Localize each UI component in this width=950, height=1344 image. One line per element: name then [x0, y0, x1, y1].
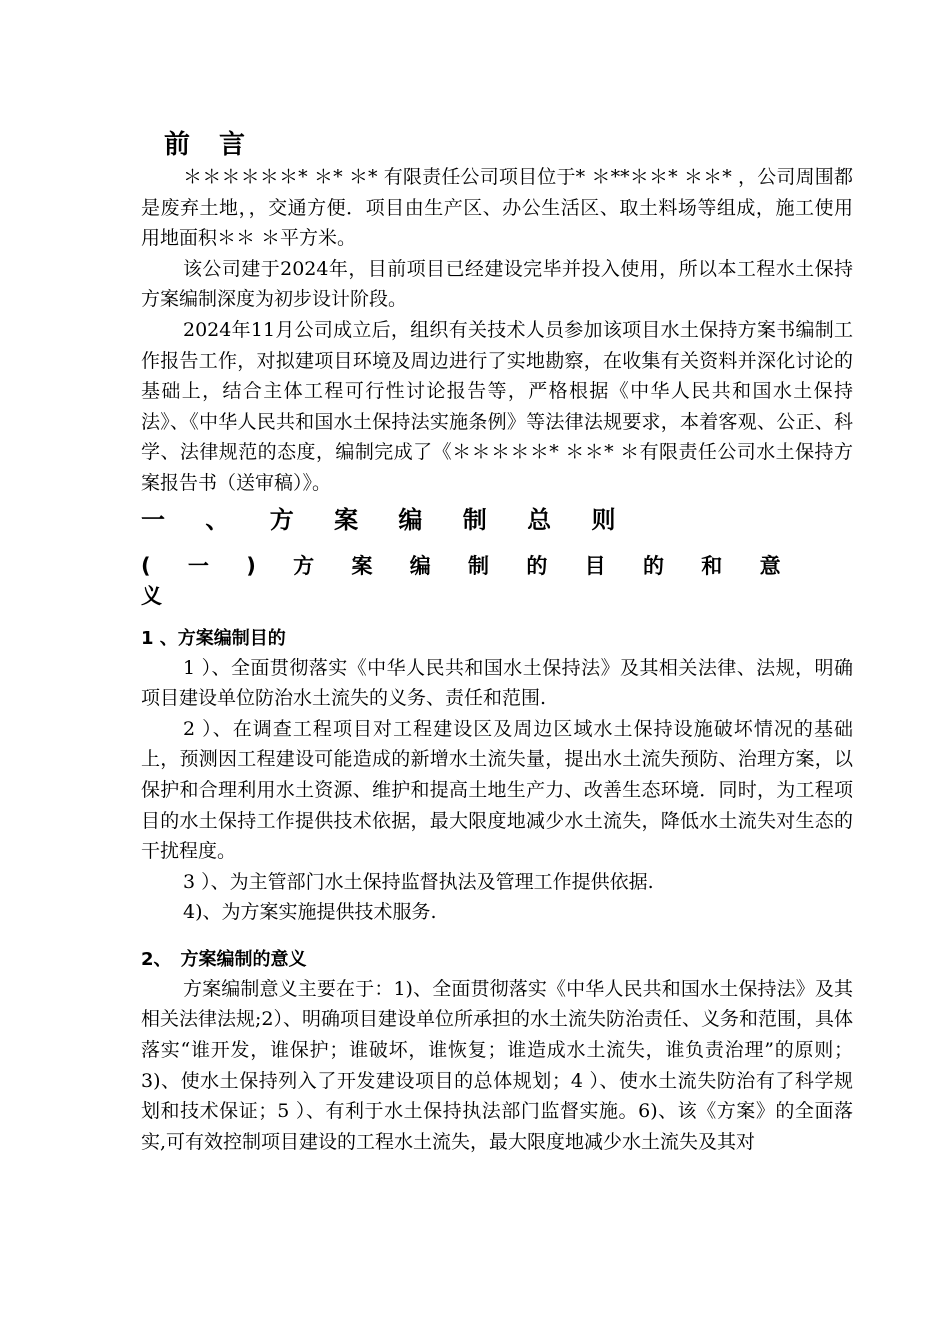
significance-paragraph: 方案编制意义主要在于：1)、全面贯彻落实《中华人民共和国水土保持法》及其相关法律法规;2）、明确项目建设单位所承担的水土流失防治责任、义务和范围，具体落实“谁开发，谁保护；谁破坏，谁恢复；谁造成水土流失，谁负责治理”的原则；3)、使水土保持列入了开发建设项目的总体规划；4 ）、使水土流失防治有了科学规划和技术保证；5 ）、有利于水土保持执法部门监督实施。6)、该《方案》的全面落实,可有效控制项目建设的工程水土流失，最大限度地减少水土流失及其对: [141, 977, 853, 1153]
subsection-purpose-heading: 1 、方案编制目的: [141, 627, 286, 649]
preface-paragraph-1: ＊＊＊＊＊＊* ＊* ＊* 有限责任公司项目位于* ＊**＊＊* ＊＊* ，公司周围都是废弃土地，，交通方便．项目由生产区、办公生活区、取土料场等组成，施工使用用地面积＊＊ ＊平方米。: [141, 166, 853, 250]
purpose-item-1: 1 ）、全面贯彻落实《中华人民共和国水土保持法》及其相关法律、法规，明确项目建设单位防治水土流失的义务、责任和范围.: [141, 656, 853, 710]
purpose-item-4: 4)、为方案实施提供技术服务.: [183, 901, 437, 924]
subsection-significance-heading: 2、 方案编制的意义: [141, 948, 307, 970]
document-page: [141, 128, 853, 1157]
preface-title: 前 言: [164, 130, 256, 160]
chapter-1-heading: 一 、 方 案 编 制 总 则: [141, 505, 632, 534]
preface-paragraph-2: 该公司建于2024年，目前项目已经建设完毕并投入使用，所以本工程水土保持方案编制深度为初步设计阶段。: [141, 257, 853, 311]
preface-paragraph-3: 2024年11月公司成立后，组织有关技术人员参加该项目水土保持方案书编制工作报告工作，对拟建项目环境及周边进行了实地勘察，在收集有关资料并深化讨论的基础上，结合主体工程可行性讨论报告等，严格根据《中华人民共和国水土保持法》、《中华人民共和国水土保持法实施条例》等法律法规要求，本着客观、公正、科学、法律规范的态度，编制完成了《＊＊＊＊＊* ＊＊* ＊有限责任公司水土保持方案报告书（送审稿）》。: [141, 318, 853, 494]
purpose-item-3: 3 ）、为主管部门水土保持监督执法及管理工作提供依据.: [183, 870, 654, 893]
section-1-heading: ( 一 ) 方 案 编 制 的 目 的 和 意 义: [141, 553, 796, 608]
purpose-item-2: 2 ）、在调查工程项目对工程建设区及周边区域水土保持设施破坏情况的基础上，预测因工程建设可能造成的新增水土流失量，提出水土流失预防、治理方案，以保护和合理利用水土资源、维护和提高土地生产力、改善生态环境．同时，为工程项目的水土保持工作提供技术依据，最大限度地减少水土流失，降低水土流失对生态的干扰程度。: [141, 717, 853, 863]
